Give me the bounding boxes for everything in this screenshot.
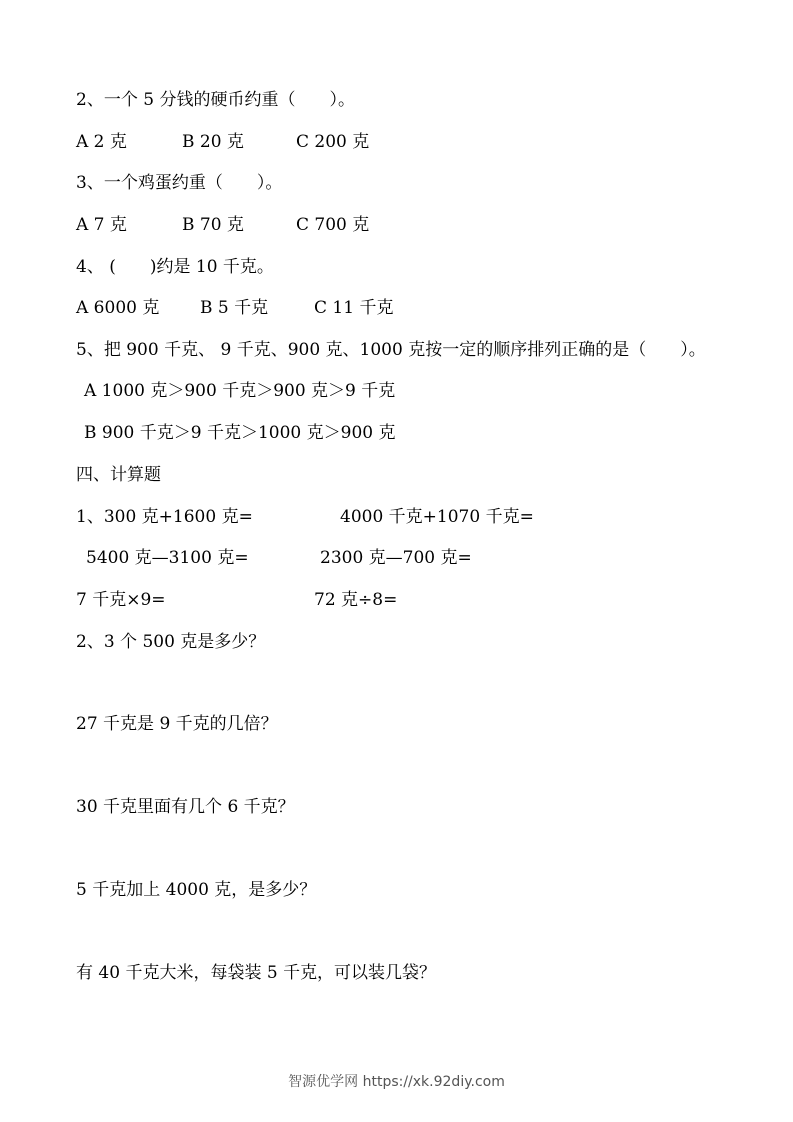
- calc-2-left: 5400 克—3100 克=: [86, 548, 249, 568]
- word-problem-5: 有 40 千克大米，每袋装 5 千克，可以装几袋？: [76, 963, 437, 983]
- word-problem-2: 27 千克是 9 千克的几倍？: [76, 714, 278, 734]
- word-problem-4: 5 千克加上 4000 克，是多少？: [76, 880, 317, 900]
- question-3-stem: 3、一个鸡蛋约重（ ）。: [76, 173, 283, 193]
- calc-2-right: 2300 克—700 克=: [320, 548, 472, 568]
- question-4-option-c: C 11 千克: [314, 298, 394, 318]
- question-3-option-a: A 7 克: [76, 215, 127, 235]
- question-4-option-a: A 6000 克: [76, 298, 160, 318]
- question-4-stem: 4、 ( )约是 10 千克。: [76, 257, 274, 277]
- calc-3-right: 72 克÷8=: [314, 590, 398, 610]
- footer-watermark: 智源优学网 https://xk.92diy.com: [288, 1074, 505, 1090]
- question-3-option-c: C 700 克: [296, 215, 370, 235]
- question-5-option-b: B 900 千克＞9 千克＞1000 克＞900 克: [84, 423, 396, 443]
- question-2-stem: 2、一个 5 分钱的硬币约重（ ）。: [76, 90, 355, 110]
- question-2-option-c: C 200 克: [296, 132, 370, 152]
- calc-1-right: 4000 千克+1070 千克=: [340, 507, 534, 527]
- calc-1-left: 1、300 克+1600 克=: [76, 507, 253, 527]
- section-4-heading: 四、计算题: [76, 465, 161, 485]
- question-2-option-a: A 2 克: [76, 132, 127, 152]
- question-4-option-b: B 5 千克: [200, 298, 269, 318]
- question-2-option-b: B 20 克: [182, 132, 244, 152]
- word-problem-3: 30 千克里面有几个 6 千克？: [76, 797, 295, 817]
- question-5-option-a: A 1000 克＞900 千克＞900 克＞9 千克: [84, 381, 396, 401]
- word-problem-1: 2、3 个 500 克是多少？: [76, 632, 266, 652]
- question-3-option-b: B 70 克: [182, 215, 244, 235]
- question-5-stem: 5、把 900 千克、 9 千克、900 克、1000 克按一定的顺序排列正确的是（ ）。: [76, 340, 706, 360]
- calc-3-left: 7 千克×9=: [76, 590, 166, 610]
